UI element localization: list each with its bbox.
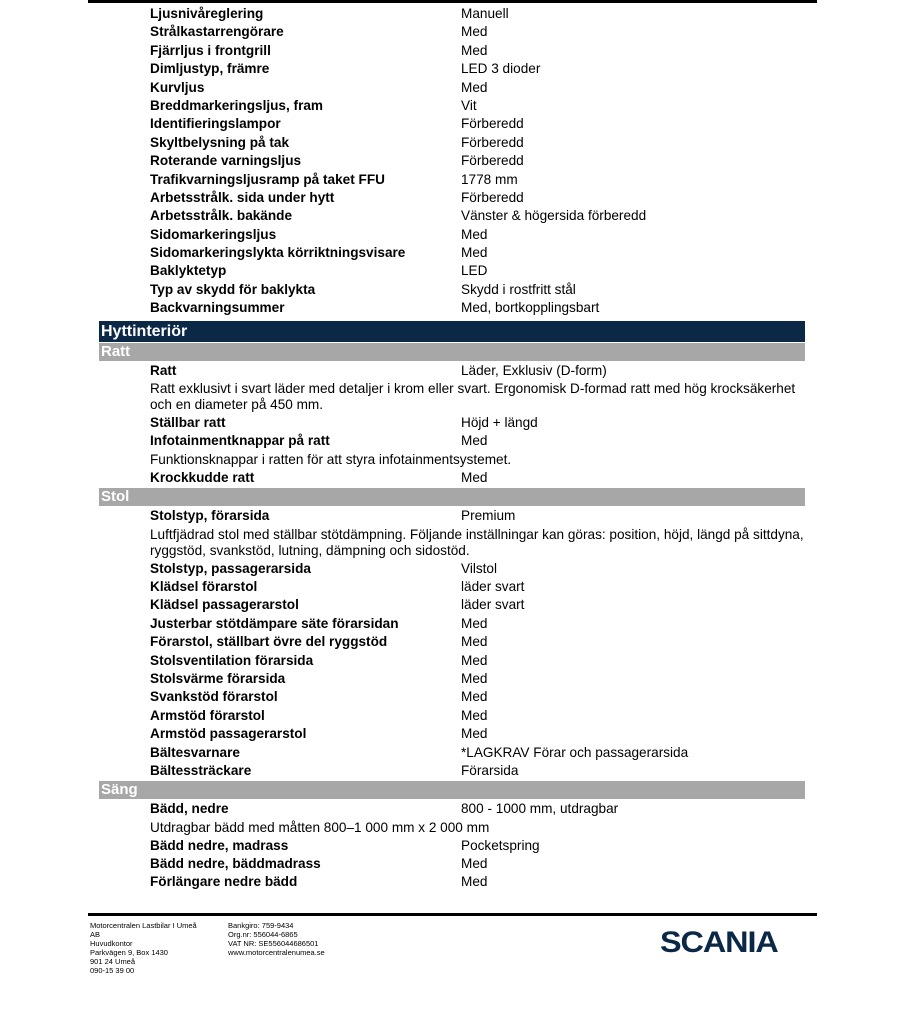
spec-value: Skydd i rostfritt stål: [461, 281, 576, 297]
spec-value: Med: [461, 79, 488, 95]
subsection-header: Säng: [99, 781, 805, 799]
footer-line: 901 24 Umeå: [90, 957, 136, 966]
spec-row: [99, 299, 805, 317]
spec-row: [99, 670, 805, 688]
spec-row: [99, 244, 805, 262]
spec-description: Funktionsknappar i ratten för att styra infotainmentsystemet.: [150, 451, 512, 467]
spec-row: [99, 507, 805, 525]
spec-value: Läder, Exklusiv (D-form): [461, 362, 607, 378]
spec-value: Vänster & högersida förberedd: [461, 208, 647, 224]
top-rule: [88, 0, 817, 3]
footer-line: Bankgiro: 759-9434: [228, 921, 294, 930]
spec-label: Roterande varningsljus: [150, 153, 302, 169]
spec-label: Stolstyp, passagerarsida: [150, 560, 311, 576]
spec-value: Vit: [461, 97, 477, 113]
spec-label: Fjärrljus i frontgrill: [150, 42, 271, 58]
spec-row: [99, 97, 805, 115]
spec-value: LED 3 dioder: [461, 61, 541, 77]
spec-label: Backvarningsummer: [150, 300, 285, 316]
spec-label: Stolstyp, förarsida: [150, 508, 270, 524]
spec-value: Höjd + längd: [461, 415, 538, 431]
spec-label: Trafikvarningsljusramp på taket FFU: [150, 171, 385, 187]
spec-value: Med: [461, 689, 488, 705]
spec-label: Bädd, nedre: [150, 801, 229, 817]
spec-label: Förarstol, ställbart övre del ryggstöd: [150, 634, 388, 650]
spec-row: [99, 652, 805, 670]
spec-value: 1778 mm: [461, 171, 518, 187]
spec-description: Ratt exklusivt i svart läder med detaljer i krom eller svart. Ergonomisk D-formad ratt med hög krocksäkerhet och en diameter på 450 mm.: [150, 381, 796, 413]
spec-value: Med: [461, 652, 488, 668]
spec-label: Justerbar stötdämpare säte förarsidan: [150, 615, 399, 631]
spec-row: [99, 226, 805, 244]
spec-label: Förlängare nedre bädd: [150, 874, 298, 890]
section-header: Hyttinteriör: [99, 321, 805, 342]
spec-label: Sidomarkeringsljus: [150, 226, 277, 242]
footer-bank-info: [228, 921, 325, 957]
spec-row: [99, 855, 805, 873]
spec-row: [99, 596, 805, 614]
spec-row: [99, 688, 805, 706]
spec-row: [99, 42, 805, 60]
spec-label: Klädsel förarstol: [150, 578, 258, 594]
spec-description: Utdragbar bädd med måtten 800–1 000 mm x 2 000 mm: [150, 819, 490, 835]
spec-label: Krockkudde ratt: [150, 469, 255, 485]
spec-value: Med: [461, 433, 488, 449]
spec-value: *LAGKRAV Förar och passagerarsida: [461, 744, 689, 760]
spec-value: Förberedd: [461, 153, 524, 169]
footer-line: Parkvägen 9, Box 1430: [90, 948, 168, 957]
spec-value: Med: [461, 42, 488, 58]
spec-value: Förberedd: [461, 189, 524, 205]
spec-label: Skyltbelysning på tak: [150, 134, 290, 150]
spec-row: [99, 362, 805, 380]
spec-label: Arbetsstrålk. sida under hytt: [150, 189, 335, 205]
spec-row: [99, 23, 805, 41]
footer-rule: [88, 913, 817, 916]
spec-value: läder svart: [461, 597, 525, 613]
footer-line: Motorcentralen Lastbilar I Umeå: [90, 921, 197, 930]
spec-label: Ställbar ratt: [150, 415, 226, 431]
spec-label: Breddmarkeringsljus, fram: [150, 97, 324, 113]
spec-row: [99, 615, 805, 633]
spec-value: Med: [461, 856, 488, 872]
spec-description: Luftfjädrad stol med ställbar stötdämpning. Följande inställningar kan göras: position, höjd, längd på sittdyna, ryggstöd, svankstöd, lutning, dämpning och sidostöd.: [150, 526, 804, 558]
spec-value: Med: [461, 670, 488, 686]
spec-value: Med: [461, 726, 488, 742]
scania-logo: SCANIA: [660, 926, 778, 959]
spec-label: Stolsventilation förarsida: [150, 652, 314, 668]
spec-label: Arbetsstrålk. bakände: [150, 208, 293, 224]
spec-row: [99, 207, 805, 225]
spec-row: [99, 152, 805, 170]
spec-label: Typ av skydd för baklykta: [150, 281, 316, 297]
spec-label: Kurvljus: [150, 79, 205, 95]
spec-value: Vilstol: [461, 560, 498, 576]
spec-row: [99, 873, 805, 891]
footer-line: www.motorcentralenumea.se: [228, 948, 325, 957]
footer-line: VAT NR: SE556044686501: [228, 939, 319, 948]
spec-row: [99, 262, 805, 280]
spec-row: [99, 744, 805, 762]
spec-row: [99, 79, 805, 97]
spec-row: [99, 60, 805, 78]
spec-label: Klädsel passagerarstol: [150, 597, 299, 613]
spec-label: Strålkastarrengörare: [150, 24, 284, 40]
spec-value: Med: [461, 874, 488, 890]
spec-label: Stolsvärme förarsida: [150, 670, 286, 686]
spec-label: Baklyktetyp: [150, 263, 227, 279]
spec-row: [99, 707, 805, 725]
subsection-header: Stol: [99, 488, 805, 506]
footer-line: AB: [90, 930, 101, 939]
spec-row: [99, 189, 805, 207]
spec-row: [99, 560, 805, 578]
spec-row: [99, 171, 805, 189]
footer-company-info: [90, 921, 197, 975]
spec-row: [99, 469, 805, 487]
spec-row: [99, 432, 805, 450]
spec-label: Bädd nedre, madrass: [150, 837, 289, 853]
spec-label: Bältessträckare: [150, 762, 252, 778]
spec-row: [99, 800, 805, 818]
footer-line: Huvudkontor: [90, 939, 133, 948]
spec-value: Förberedd: [461, 116, 524, 132]
spec-row: [99, 762, 805, 780]
spec-value: Med: [461, 469, 488, 485]
spec-row: [99, 725, 805, 743]
spec-value: läder svart: [461, 578, 525, 594]
spec-value: Manuell: [461, 6, 509, 21]
spec-label: Armstöd passagerarstol: [150, 726, 307, 742]
subsection-header: Ratt: [99, 343, 805, 361]
spec-list: [99, 5, 805, 892]
spec-label: Sidomarkeringslykta körriktningsvisare: [150, 245, 406, 261]
spec-value: Pocketspring: [461, 837, 540, 853]
spec-row: [99, 837, 805, 855]
spec-value: Förberedd: [461, 134, 524, 150]
spec-value: Premium: [461, 508, 516, 524]
spec-label: Ratt: [150, 362, 177, 378]
spec-value: 800 - 1000 mm, utdragbar: [461, 801, 619, 817]
spec-row: [99, 134, 805, 152]
spec-label: Armstöd förarstol: [150, 707, 265, 723]
spec-row: [99, 578, 805, 596]
spec-value: Med: [461, 707, 488, 723]
spec-value: Med: [461, 226, 488, 242]
spec-label: Bältesvarnare: [150, 744, 240, 760]
spec-label: Infotainmentknappar på ratt: [150, 433, 330, 449]
spec-label: Ljusnivåreglering: [150, 6, 264, 21]
spec-label: Bädd nedre, bäddmadrass: [150, 856, 321, 872]
spec-row: [99, 414, 805, 432]
spec-row: [99, 115, 805, 133]
spec-row: [99, 5, 805, 23]
footer-line: Org.nr: 556044-6865: [228, 930, 298, 939]
spec-value: Med: [461, 24, 488, 40]
spec-value: LED: [461, 263, 488, 279]
spec-row: [99, 633, 805, 651]
footer-line: 090-15 39 00: [90, 966, 135, 975]
spec-label: Dimljustyp, främre: [150, 61, 270, 77]
spec-label: Svankstöd förarstol: [150, 689, 278, 705]
spec-value: Förarsida: [461, 762, 519, 778]
spec-value: Med: [461, 245, 488, 261]
spec-value: Med, bortkopplingsbart: [461, 300, 600, 316]
spec-value: Med: [461, 615, 488, 631]
spec-row: [99, 281, 805, 299]
spec-label: Identifieringslampor: [150, 116, 281, 132]
spec-value: Med: [461, 634, 488, 650]
